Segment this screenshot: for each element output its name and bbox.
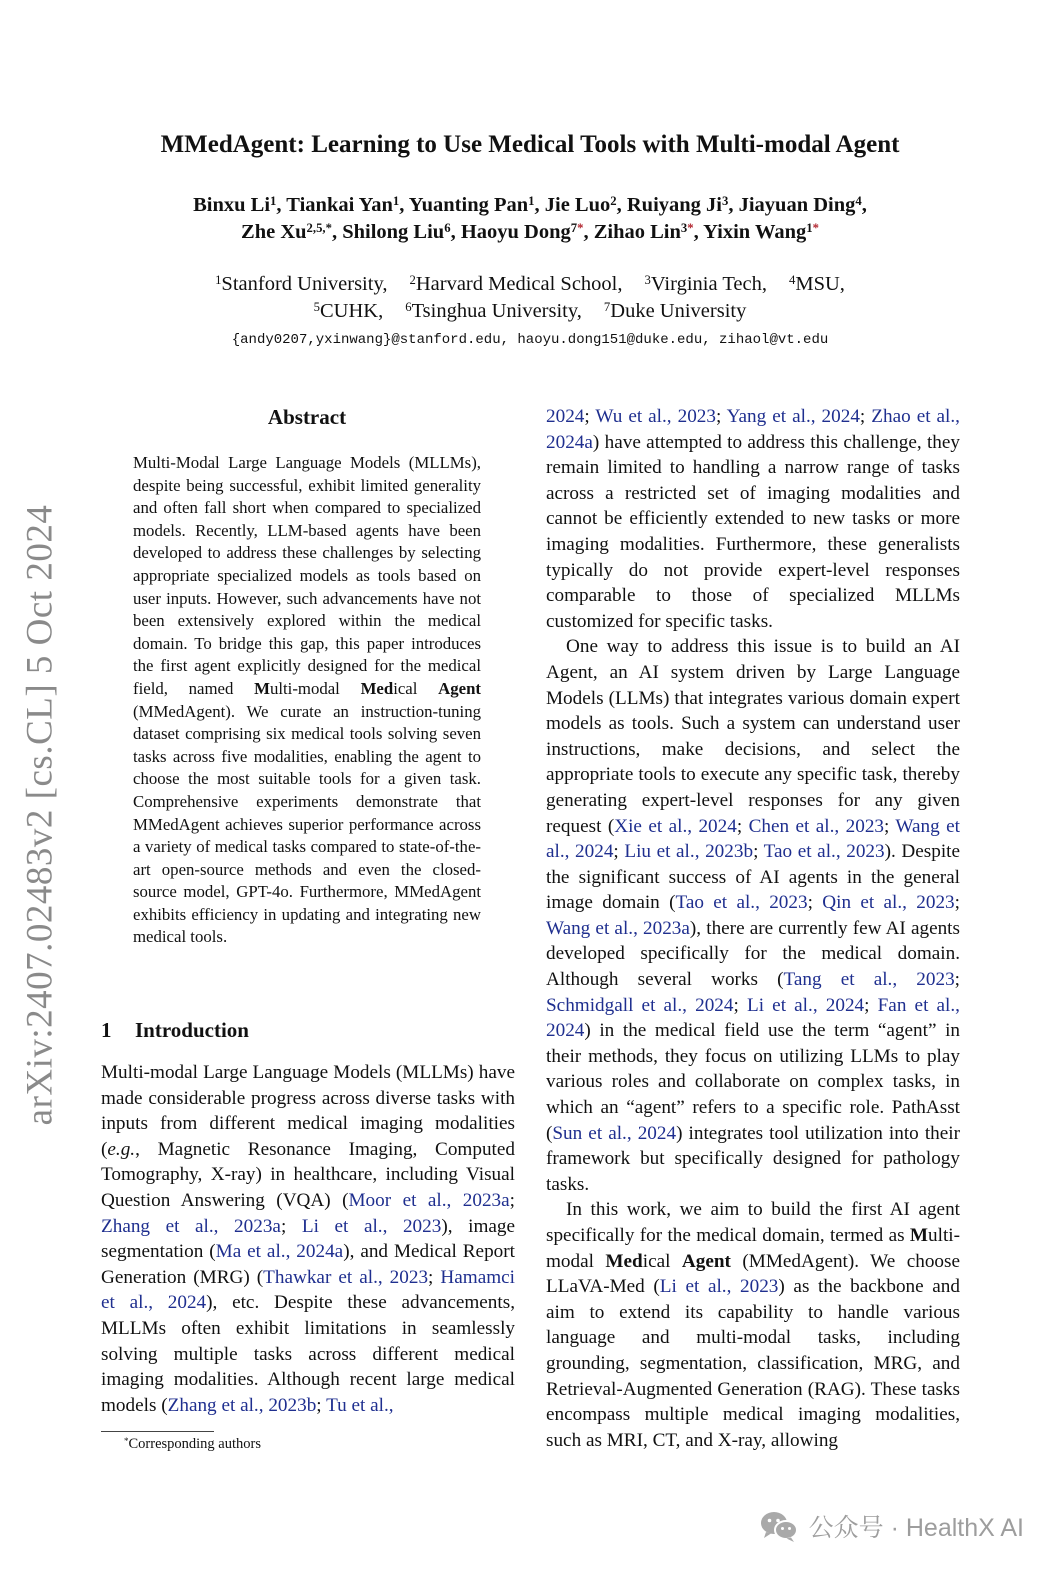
author-name: Ruiyang Ji bbox=[626, 194, 722, 216]
affiliation-line-1 bbox=[0, 271, 1060, 298]
body-text: , Magnetic Resonance Imaging, Computed Tomography, X-ray) in healthcare, including Visual Question Answering (VQA) ( bbox=[101, 1138, 515, 1211]
affiliation-name: Tsinghua University, bbox=[411, 300, 582, 322]
author-affiliation-mark: 3 bbox=[722, 194, 729, 209]
body-text: ; bbox=[509, 1189, 515, 1211]
body-text: ical bbox=[393, 678, 439, 698]
citation-link[interactable]: Wang et al., 2023a bbox=[546, 917, 690, 939]
affiliation-mark: 5 bbox=[313, 300, 320, 315]
affiliation-mark: 1 bbox=[215, 273, 222, 288]
bold-text: M bbox=[254, 678, 270, 698]
author-affiliation-mark: 1 bbox=[528, 194, 535, 209]
author-affiliation-mark: 2,5,* bbox=[306, 221, 332, 236]
paragraph bbox=[546, 1197, 960, 1453]
citation-link[interactable]: Li et al., 2023 bbox=[301, 1215, 442, 1237]
citation-link[interactable]: Tu et al., bbox=[326, 1394, 394, 1416]
author-affiliation-mark: 1 bbox=[392, 194, 400, 209]
citation-link[interactable]: Schmidgall et al., 2024 bbox=[546, 994, 734, 1016]
affiliation-mark: 6 bbox=[405, 300, 412, 315]
affiliation-name: Duke University bbox=[610, 300, 747, 322]
italic-text: e.g. bbox=[107, 1138, 136, 1160]
bold-text: Med bbox=[605, 1250, 643, 1272]
author-affiliation-mark: 2 bbox=[610, 194, 617, 209]
body-text: ; bbox=[753, 841, 764, 863]
citation-link[interactable]: Yang et al., 2024 bbox=[726, 406, 860, 427]
author-line-1: Binxu Li$^1$, Tiankai Yan$^1$, Yuanting Pan$^1$, Jie Luo$^2$, Ruiyang Ji$^3$, Jiayuan Ding$^4$, bbox=[193, 194, 867, 216]
section-heading-introduction bbox=[101, 1018, 249, 1043]
citation-link[interactable]: Zhang et al., 2023a bbox=[101, 1215, 281, 1237]
body-text: ), etc. Despite these advancements, MLLMs often exhibit limitations in seamlessly solving multiple tasks across different medical imaging modalities. Although recent large medical models ( bbox=[101, 1292, 515, 1416]
paragraph bbox=[546, 634, 960, 1197]
body-text: ) integrates tool utilization into their framework but specifically designed for pathology tasks. bbox=[546, 1122, 960, 1195]
citation-link[interactable]: Liu et al., 2023b bbox=[624, 841, 754, 863]
citation-link[interactable]: Li et al., 2024 bbox=[746, 994, 865, 1016]
author-name: Haoyu Dong bbox=[460, 221, 571, 243]
body-text: ; bbox=[954, 892, 960, 914]
bold-text: Med bbox=[360, 678, 394, 698]
body-text: (MMedAgent). We choose LLaVA-Med ( bbox=[546, 1250, 960, 1298]
affiliation-mark: 2 bbox=[409, 273, 416, 288]
citation-link[interactable]: Fan et al., 2024 bbox=[546, 994, 960, 1042]
citation-link[interactable]: Tang et al., 2023 bbox=[783, 969, 955, 991]
body-text: ; bbox=[954, 969, 961, 991]
author-name: Yuanting Pan bbox=[408, 194, 529, 216]
body-text: ) as the backbone and aim to extend its capability to handle various language and multi-modal tasks, including grounding, segmentation, classification, MRG, and Retrieval-Augmented Generation (RAG). These tasks encompass multiple medical imaging modalities, such as MRI, CT, and X-ray, allowing bbox=[546, 1276, 960, 1451]
author-affiliation-mark: 1 bbox=[270, 194, 277, 209]
corresponding-author-mark: * bbox=[577, 221, 584, 236]
author-name: Yixin Wang bbox=[703, 221, 807, 243]
citation-link[interactable]: Ma et al., 2024a bbox=[215, 1241, 344, 1263]
body-text: ; bbox=[884, 815, 896, 837]
body-text: ; bbox=[584, 406, 596, 427]
citation-link[interactable]: Tao et al., 2023 bbox=[763, 841, 885, 863]
section-number: 1 bbox=[101, 1018, 112, 1042]
author-affiliation-mark: 6 bbox=[444, 221, 451, 236]
footnote-text: Corresponding authors bbox=[128, 1436, 261, 1452]
body-text: ulti-modal bbox=[269, 678, 361, 698]
affiliation-line-2 bbox=[0, 298, 1060, 325]
author-name: Binxu Li bbox=[193, 194, 271, 216]
citation-link[interactable]: Tao et al., 2023 bbox=[675, 892, 808, 914]
corresponding-author-mark: * bbox=[687, 221, 694, 236]
bold-text: Agent bbox=[681, 1250, 731, 1272]
citation-link[interactable]: Zhang et al., 2023b bbox=[167, 1394, 317, 1416]
corresponding-author-mark: * bbox=[812, 221, 819, 236]
citation-link[interactable]: Qin et al., 2023 bbox=[822, 892, 955, 914]
citation-link[interactable]: Moor et al., 2023a bbox=[348, 1189, 510, 1211]
paper-title: MMedAgent: Learning to Use Medical Tools with Multi-modal Agent bbox=[160, 131, 900, 158]
body-text: Multi-Modal Large Language Models (MLLMs), despite being successful, exhibit limited generality and often fall short when compared to specialized models. Recently, LLM-based agents have been developed to address these challenges by selecting appropriate specialized models as tools based on user inputs. However, such advancements have not been extensively explored within the medical domain. To bridge this gap, this paper introduces the first agent explicitly designed for the medical field, named bbox=[133, 453, 481, 698]
introduction-left-column bbox=[101, 1060, 515, 1418]
wechat-icon bbox=[759, 1509, 799, 1543]
body-text: ; bbox=[736, 815, 749, 837]
author-name: Jie Luo bbox=[544, 194, 611, 216]
citation-link[interactable]: Xie et al., 2024 bbox=[614, 815, 737, 837]
author-line-2: Zhe $Xu^{2,5,*}$, Shilong Liu$^6$, Haoyu Dong$^{7*}$, Zihao Lin$^{3*}$, Yixin Wang$^{1*}$ bbox=[241, 221, 819, 243]
body-text: ), and Medical Report Generation (MRG) ( bbox=[101, 1241, 515, 1288]
author-emails: {andy0207,yxinwang}@stanford.edu, haoyu.dong151@duke.edu, zihaol@vt.edu bbox=[231, 332, 829, 348]
affiliation-name: Harvard Medical School, bbox=[415, 273, 623, 295]
body-text: ; bbox=[316, 1394, 327, 1416]
body-text: ; bbox=[807, 892, 823, 914]
citation-link[interactable]: 2024 bbox=[546, 406, 585, 427]
citation-link[interactable]: Chen et al., 2023 bbox=[748, 815, 885, 837]
affiliations bbox=[0, 271, 1060, 325]
author-affiliation-mark: 1 bbox=[806, 221, 813, 236]
body-text: ical bbox=[642, 1250, 682, 1272]
body-text: ). Despite the significant success of AI agents in the general image domain ( bbox=[546, 841, 961, 914]
author-name: Shilong Liu bbox=[342, 221, 445, 243]
bold-text: Agent bbox=[438, 678, 482, 698]
citation-link[interactable]: Wu et al., 2023 bbox=[595, 406, 716, 427]
affiliation-mark: 4 bbox=[789, 273, 796, 288]
body-text: ) have attempted to address this challenge, they remain limited to handling a narrow range of tasks across a restricted set of imaging modalities and cannot be efficiently extended to new tasks or more imaging modalities. Furthermore, these generalists typically do not provide expert-level responses comparable to those of specialized MLLMs customized for specific tasks. bbox=[546, 431, 960, 632]
author-affiliation-mark: 3 bbox=[680, 221, 688, 236]
body-text: ; bbox=[859, 406, 872, 427]
citation-link[interactable]: Hamamci et al., 2024 bbox=[101, 1266, 515, 1314]
footnote-rule bbox=[101, 1431, 214, 1432]
footnote-mark: * bbox=[124, 1435, 129, 1446]
author-name: Zihao Lin bbox=[593, 221, 681, 243]
watermark-text: 公众号 · HealthX AI bbox=[808, 1514, 1024, 1542]
body-text: ulti-modal bbox=[546, 1225, 960, 1272]
citation-link[interactable]: Zhao et al., 2024a bbox=[546, 406, 960, 453]
body-text: Multi-modal Large Language Models (MLLMs) have made considerable progress across diverse tasks with inputs from different medical imaging modalities ( bbox=[101, 1062, 515, 1160]
affiliation-mark: 7 bbox=[603, 300, 611, 315]
citation-link[interactable]: Li et al., 2023 bbox=[659, 1276, 779, 1298]
body-text: ), there are currently few AI agents developed specifically for the medical domain. Although several works ( bbox=[546, 917, 960, 991]
abstract-heading: Abstract bbox=[267, 405, 347, 429]
author-name: Tiankai Yan bbox=[286, 194, 393, 216]
footnote bbox=[124, 1436, 261, 1453]
body-text: One way to address this issue is to build an AI Agent, an AI system driven by Large Language Models (LLMs) that integrates various domain expert models as tools. Such a system can understand user instructions, make decisions, and select the appropriate tools to execute any specific task, thereby generating expert-level responses for any given request ( bbox=[546, 636, 960, 837]
citation-link[interactable]: Thawkar et al., 2023 bbox=[263, 1266, 429, 1288]
body-text: (MMedAgent). We curate an instruction-tuning dataset comprising six medical tools solving seven tasks across five modalities, enabling the agent to choose the most suitable tools for a given task. Comprehensive experiments demonstrate that MMedAgent achieves superior performance across a variety of medical tasks compared to state-of-the-art open-source methods and even the closed-source model, GPT-4o. Furthermore, MMedAgent exhibits efficiency in updating and integrating new medical tools. bbox=[133, 701, 481, 947]
author-list bbox=[0, 192, 1060, 246]
section-title: Introduction bbox=[135, 1018, 249, 1042]
author-name: Jiayuan Ding bbox=[738, 194, 856, 216]
body-text: ; bbox=[280, 1215, 302, 1237]
body-text: ; bbox=[428, 1266, 441, 1288]
affiliation-name: CUHK, bbox=[320, 300, 384, 322]
body-text: ), image segmentation ( bbox=[101, 1215, 515, 1263]
body-text: ) in the medical field use the term “agent” in their methods, they focus on utilizing LLMs to play various roles and collaborate on complex tasks, in which an “agent” refers to a specific role. PathAsst ( bbox=[546, 1020, 960, 1144]
author-affiliation-mark: 4 bbox=[855, 194, 862, 209]
watermark bbox=[759, 1509, 1024, 1543]
affiliation-name: Virginia Tech, bbox=[650, 273, 767, 295]
author-affiliation-mark: 7 bbox=[570, 221, 578, 236]
body-text: ; bbox=[613, 841, 625, 863]
arxiv-identifier: arXiv:2407.02483v2 [cs.CL] 5 Oct 2024 bbox=[19, 504, 61, 1126]
citation-link[interactable]: Wang et al., 2024 bbox=[546, 815, 960, 863]
body-text: ; bbox=[715, 406, 727, 427]
affiliation-mark: 3 bbox=[644, 273, 651, 288]
affiliation-name: Stanford University, bbox=[221, 273, 388, 295]
citation-link[interactable]: Sun et al., 2024 bbox=[552, 1122, 677, 1144]
affiliation-name: MSU, bbox=[795, 273, 845, 295]
paragraph bbox=[546, 404, 960, 634]
author-name: Zhe Xu bbox=[241, 221, 307, 243]
body-text: In this work, we aim to build the first AI agent specifically for the medical domain, termed as bbox=[546, 1199, 960, 1246]
bold-text: M bbox=[909, 1225, 929, 1246]
body-text: ; bbox=[864, 994, 878, 1016]
body-text: ; bbox=[733, 994, 747, 1016]
introduction-right-column bbox=[546, 404, 960, 1453]
abstract-text bbox=[133, 452, 481, 949]
